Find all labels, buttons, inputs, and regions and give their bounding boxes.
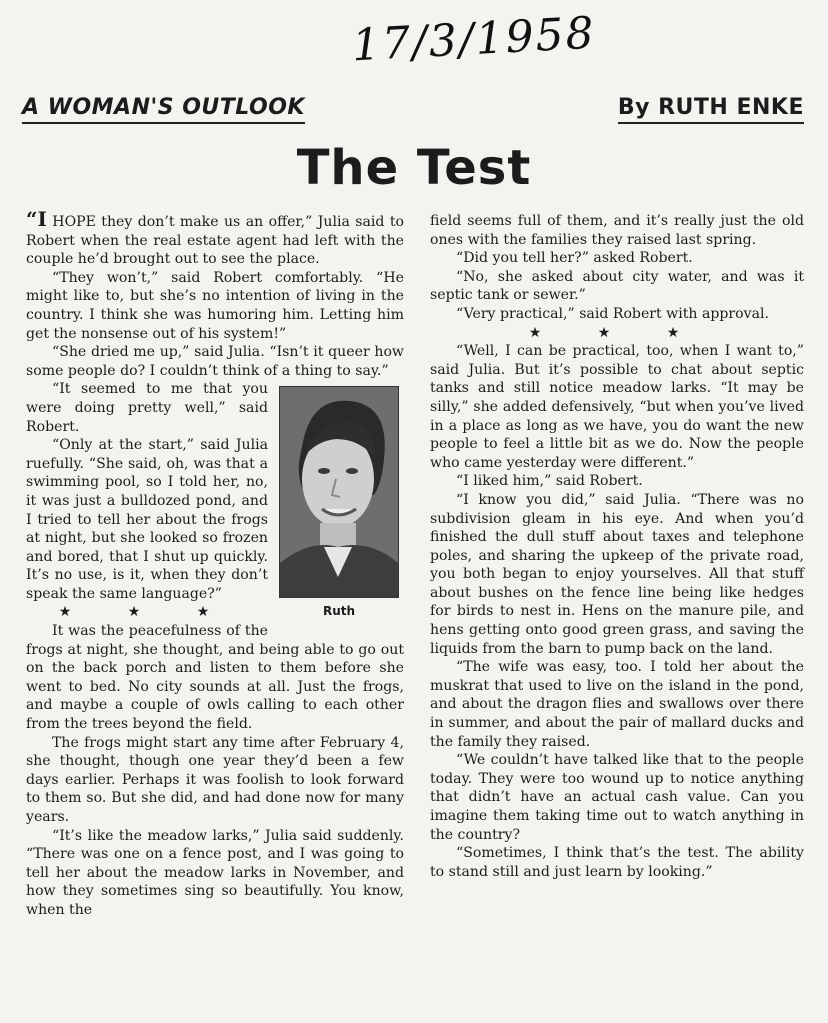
article-column-left <box>26 207 404 1017</box>
paragraph: “I know you did,” said Julia. “There was no subdivision gleam in his eye. And when you’d finished the dull stuff about taxes and telephone poles, and sharing the upkeep of the private road, you both began to enjoy yourselves. All that stuff about bushes on the fence line being like hedges for birds to nest in. Hens on the manure pile, and hens getting onto good green grass, and saving the liquids from the barn to pump back on the land. <box>430 491 804 657</box>
column-name: A WOMAN'S OUTLOOK <box>22 95 305 124</box>
paragraph: “They won’t,” said Robert comfortably. “He might like to, but she’s no intention of living in the country. I think she was humoring him. Letting him get the nonsense out of his system!” <box>26 269 404 342</box>
paragraph: “Did you tell her?” asked Robert. <box>456 250 693 267</box>
paragraph: “The wife was easy, too. I told her about the muskrat that used to live on the island in the pond, and about the dragon flies and swallows over there in summer, and about the pair of mallard ducks and the family they raised. <box>430 659 804 750</box>
paragraph: The frogs might start any time after February 4, she thought, though one year they’d been a few days earlier. Perhaps it was foolish to look forward to them so. But she did, and had done now for many years. <box>26 734 404 825</box>
author-photo-block <box>278 386 400 621</box>
author-photo <box>279 386 399 598</box>
paragraph: “It’s like the meadow larks,” Julia said suddenly. “There was one on a fence post, and I was going to tell her about the meadow larks in November, and how they sometimes sing so beautifully. You know, when the <box>26 827 404 918</box>
byline: By RUTH ENKE <box>618 95 804 124</box>
drop-cap: “I <box>26 207 47 231</box>
paragraph: “No, she asked about city water, and was it septic tank or sewer.” <box>430 268 804 304</box>
paragraph: “We couldn’t have talked like that to the people today. They were too wound up to notice anything that didn’t have an actual cash value. Can you imagine them taking time out to watch anything in the country? <box>430 752 804 843</box>
handwritten-date: 17/3/1958 <box>350 7 597 72</box>
paragraph: “It seemed to me that you were doing pretty well,” said Robert. <box>26 381 268 435</box>
lead-paragraph: “I HOPE they don’t make us an offer,” Julia said to Robert when the real estate agent had left with the couple he’d brought out to see the place. <box>26 207 404 268</box>
paragraph: field seems full of them, and it’s really just the old ones with the families they raised last spring. <box>430 213 804 248</box>
section-divider: ★ ★ ★ <box>528 324 706 341</box>
paragraph: “I liked him,” said Robert. <box>456 473 643 490</box>
portrait-image <box>280 387 398 597</box>
photo-caption: Ruth <box>322 604 356 619</box>
paragraph: “Only at the start,” said Julia ruefully. “She said, oh, was that a swimming pool, so I told her, no, it was just a bulldozed pond, and I tried to tell her about the frogs at night, but she looked so frozen and bored, that I shut up quickly. It’s no use, is it, when they don’t speak the same language?” <box>26 437 268 602</box>
section-divider: ★ ★ ★ <box>58 604 236 621</box>
headline: The Test <box>296 140 532 196</box>
paragraph: “Very practical,” said Robert with approval. <box>456 305 769 322</box>
paragraph: “Sometimes, I think that’s the test. The ability to stand still and just learn by looking.” <box>430 845 804 880</box>
paragraph: “Well, I can be practical, too, when I want to,” said Julia. But it’s possible to chat about septic tanks and still notice meadow larks. “It may be silly,” she added defensively, “but when you’ve lived in a place as long as we have, you do want the new people to feel a little bit as we do. Now the people who came yesterday were different.” <box>430 343 804 471</box>
article-column-right <box>430 212 804 1017</box>
paragraph: “She dried me up,” said Julia. “Isn’t it queer how some people do? I couldn’t think of a thing to say.” <box>26 344 404 379</box>
paragraph: It was the peacefulness of the frogs at night, she thought, and being able to go out on the back porch and listen to them before she went to bed. No city sounds at all. Just the frogs, and maybe a couple of owls calling to each other from the trees beyond the field. <box>26 623 404 733</box>
